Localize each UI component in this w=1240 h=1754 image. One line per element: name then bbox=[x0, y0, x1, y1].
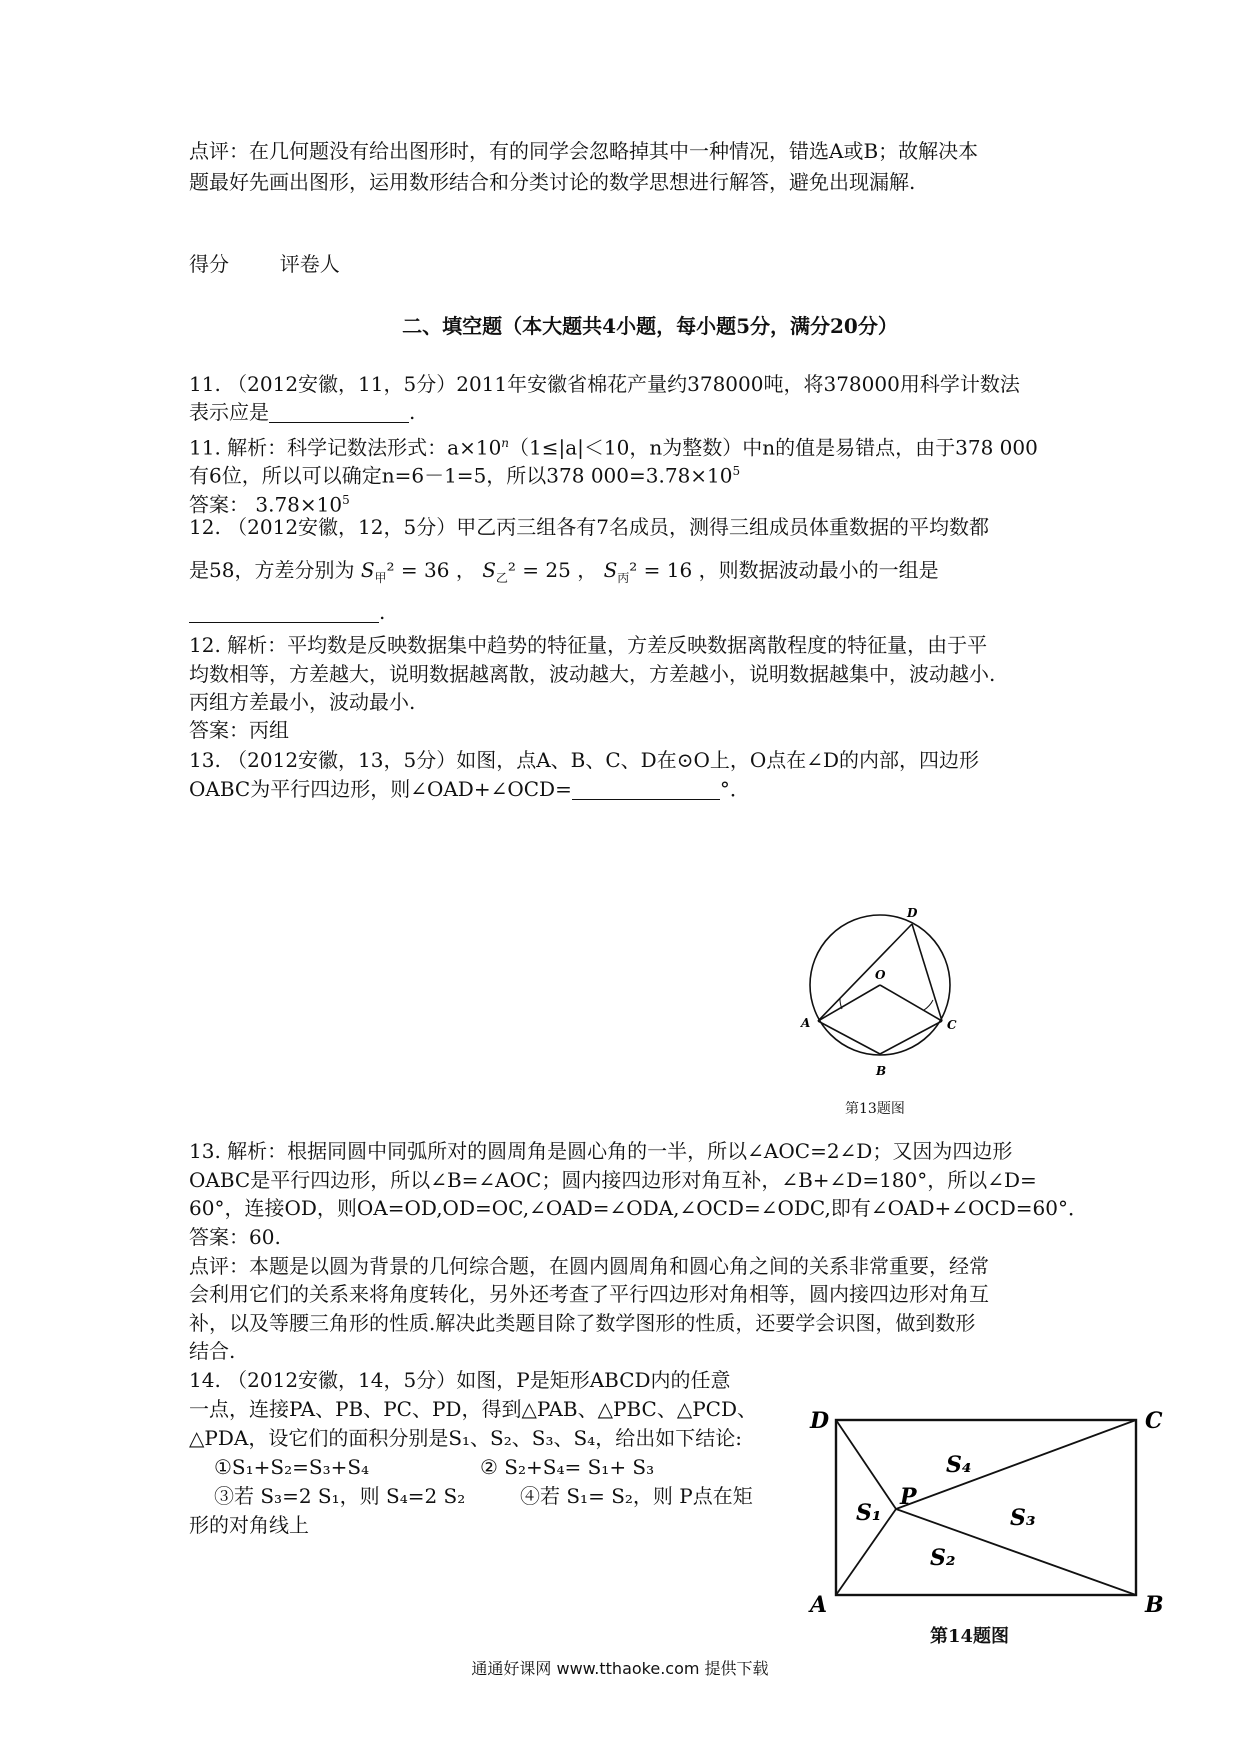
q13-answer: 答案：60. bbox=[189, 1225, 281, 1249]
q12-s-yi: S bbox=[482, 558, 496, 582]
q13-review-3: 补，以及等腰三角形的性质.解决此类题目除了数学图形的性质，还要学会识图，做到数形 bbox=[189, 1311, 976, 1335]
q13-figure-caption: 第13题图 bbox=[845, 1101, 905, 1117]
q11-sol2-exp: 5 bbox=[732, 464, 741, 478]
q14-label-s1: S₁ bbox=[856, 1500, 882, 1526]
q12-line-3-end: . bbox=[379, 600, 386, 624]
q14-label-p: P bbox=[900, 1484, 917, 1510]
score-label: 得分 bbox=[189, 252, 229, 276]
q11-ans-pre: 答案： 3.78×10 bbox=[189, 492, 343, 517]
q13-review-4: 结合. bbox=[189, 1339, 236, 1363]
q12-answer-blank bbox=[189, 602, 379, 623]
q11-line-2 bbox=[189, 398, 415, 426]
q13-solution-2: OABC是平行四边形，所以∠B=∠AOC；圆内接四边形对角互补，∠B+∠D=180°，所以∠D= bbox=[189, 1168, 1037, 1192]
q14-option-3: ③若 S₃=2 S₁，则 S₄=2 S₂ bbox=[214, 1484, 466, 1508]
q12-sub-jia: 甲 bbox=[374, 571, 387, 585]
q13-label-d: D bbox=[907, 906, 918, 920]
review-line-2: 题最好先画出图形，运用数形结合和分类讨论的数学思想进行解答，避免出现漏解. bbox=[189, 170, 916, 194]
q13-label-a: A bbox=[801, 1016, 811, 1030]
q13-line-1: 13. （2012安徽，13，5分）如图，点A、B、C、D在⊙O上，O点在∠D的内部，四边形 bbox=[189, 748, 980, 772]
q12-solution-3: 丙组方差最小，波动最小. bbox=[189, 690, 416, 714]
q12-sub-yi: 乙 bbox=[495, 571, 508, 585]
q11-ans-exp: 5 bbox=[342, 493, 350, 507]
q12-line-1: 12. （2012安徽，12，5分）甲乙丙三组各有7名成员，测得三组成员体重数据的平均数都 bbox=[189, 515, 989, 539]
q12-s-jia: S bbox=[360, 558, 375, 582]
q14-label-d: D bbox=[810, 1408, 830, 1434]
q11-answer-blank bbox=[269, 402, 409, 423]
q11-solution-2 bbox=[189, 457, 740, 490]
q13-seg-ao bbox=[818, 985, 880, 1021]
review-line-1: 点评：在几何题没有给出图形时，有的同学会忽略掉其中一种情况，错选A或B；故解决本 bbox=[189, 139, 979, 163]
q12-line-2 bbox=[189, 556, 939, 592]
grader-label: 评卷人 bbox=[279, 252, 340, 276]
q14-label-s4: S₄ bbox=[946, 1452, 972, 1478]
q14-line-1: 14. （2012安徽，14，5分）如图，P是矩形ABCD内的任意 bbox=[189, 1368, 731, 1392]
q12-line-3 bbox=[189, 598, 385, 626]
q12-solution-2: 均数相等，方差越大，说明数据越离散，波动越大，方差越小，说明数据越集中，波动越小. bbox=[189, 662, 996, 686]
q14-label-s3: S₃ bbox=[1010, 1505, 1036, 1531]
q13-solution-1: 13. 解析：根据同圆中同弧所对的圆周角是圆心角的一半，所以∠AOC=2∠D；又因为四边形 bbox=[189, 1139, 1013, 1163]
q13-line-2 bbox=[189, 775, 750, 803]
q14-label-s2: S₂ bbox=[930, 1545, 956, 1571]
q13-seg-ad bbox=[818, 924, 912, 1021]
q14-label-a: A bbox=[810, 1592, 828, 1618]
q11-sol-pre: 11. 解析：科学记数法形式：a×10 bbox=[189, 435, 502, 460]
q12-val-yi: ² = 25 ， bbox=[507, 558, 598, 582]
q13-label-b: B bbox=[876, 1064, 887, 1078]
q14-option-4: ④若 S₁= S₂，则 P点在矩 bbox=[520, 1484, 753, 1508]
q12-answer: 答案：丙组 bbox=[189, 718, 289, 742]
q13-seg-bc bbox=[880, 1021, 942, 1054]
q14-seg-pd bbox=[836, 1420, 896, 1509]
q11-line-2-end: . bbox=[409, 400, 416, 424]
q14-figure bbox=[800, 1400, 1170, 1620]
q12-sub-bing: 丙 bbox=[617, 571, 630, 585]
q14-label-c: C bbox=[1145, 1408, 1163, 1434]
q12-s-bing: S bbox=[603, 558, 618, 582]
q14-line-3: △PDA，设它们的面积分别是S₁、S₂、S₃、S₄，给出如下结论: bbox=[189, 1426, 742, 1450]
q11-sol2-pre: 有6位，所以可以确定n=6－1=5，所以378 000=3.78×10 bbox=[189, 463, 733, 488]
q14-option-2: ② S₂+S₄= S₁+ S₃ bbox=[480, 1455, 655, 1479]
q12-line-2-pre: 是58，方差分别为 bbox=[189, 558, 355, 582]
q12-val-bing: ² = 16 ，则数据波动最小的一组是 bbox=[629, 558, 939, 582]
section-title: 二、填空题（本大题共4小题，每小题5分，满分20分） bbox=[402, 314, 898, 338]
q11-line-1: 11. （2012安徽，11，5分）2011年安徽省棉花产量约378000吨，将378000用科学计数法 bbox=[189, 372, 1020, 396]
q13-line-2-pre: OABC为平行四边形，则∠OAD+∠OCD= bbox=[189, 777, 572, 801]
q14-figure-caption: 第14题图 bbox=[930, 1626, 1010, 1647]
footer: 通通好课网 www.tthaoke.com 提供下载 bbox=[471, 1659, 769, 1678]
q12-val-jia: ² = 36 ， bbox=[386, 558, 476, 582]
score-row bbox=[189, 250, 340, 278]
q13-solution-3: 60°，连接OD，则OA=OD,OD=OC,∠OAD=∠ODA,∠OCD=∠ODC,即有∠OAD+∠OCD=60°． bbox=[189, 1196, 1088, 1220]
q14-option-1: ①S₁+S₂=S₃+S₄ bbox=[214, 1455, 370, 1479]
q13-review-2: 会利用它们的关系来将角度转化，另外还考查了平行四边形对角相等，圆内接四边形对角互 bbox=[189, 1282, 989, 1306]
q11-line-2-text: 表示应是 bbox=[189, 400, 269, 424]
q11-sol-exp: n bbox=[501, 436, 510, 450]
q13-seg-ab bbox=[818, 1021, 880, 1054]
q13-angle-c bbox=[924, 1000, 933, 1010]
q14-line-2: 一点，连接PA、PB、PC、PD，得到△PAB、△PBC、△PCD、 bbox=[189, 1397, 757, 1421]
q12-solution-1: 12. 解析：平均数是反映数据集中趋势的特征量，方差反映数据离散程度的特征量，由于平 bbox=[189, 633, 988, 657]
q13-label-o: O bbox=[875, 968, 886, 982]
q11-sol-mid: （1≤|a|＜10，n为整数）中n的值是易错点，由于378 000 bbox=[509, 435, 1038, 460]
q14-label-b: B bbox=[1145, 1592, 1164, 1618]
q13-answer-blank bbox=[572, 779, 720, 800]
q13-line-2-end: °． bbox=[719, 777, 750, 801]
q13-label-c: C bbox=[947, 1018, 957, 1032]
q13-review-1: 点评：本题是以圆为背景的几何综合题，在圆内圆周角和圆心角之间的关系非常重要，经常 bbox=[189, 1254, 989, 1278]
q14-line-end: 形的对角线上 bbox=[189, 1513, 309, 1537]
q13-figure bbox=[795, 905, 965, 1085]
q14-seg-pc bbox=[896, 1420, 1136, 1509]
